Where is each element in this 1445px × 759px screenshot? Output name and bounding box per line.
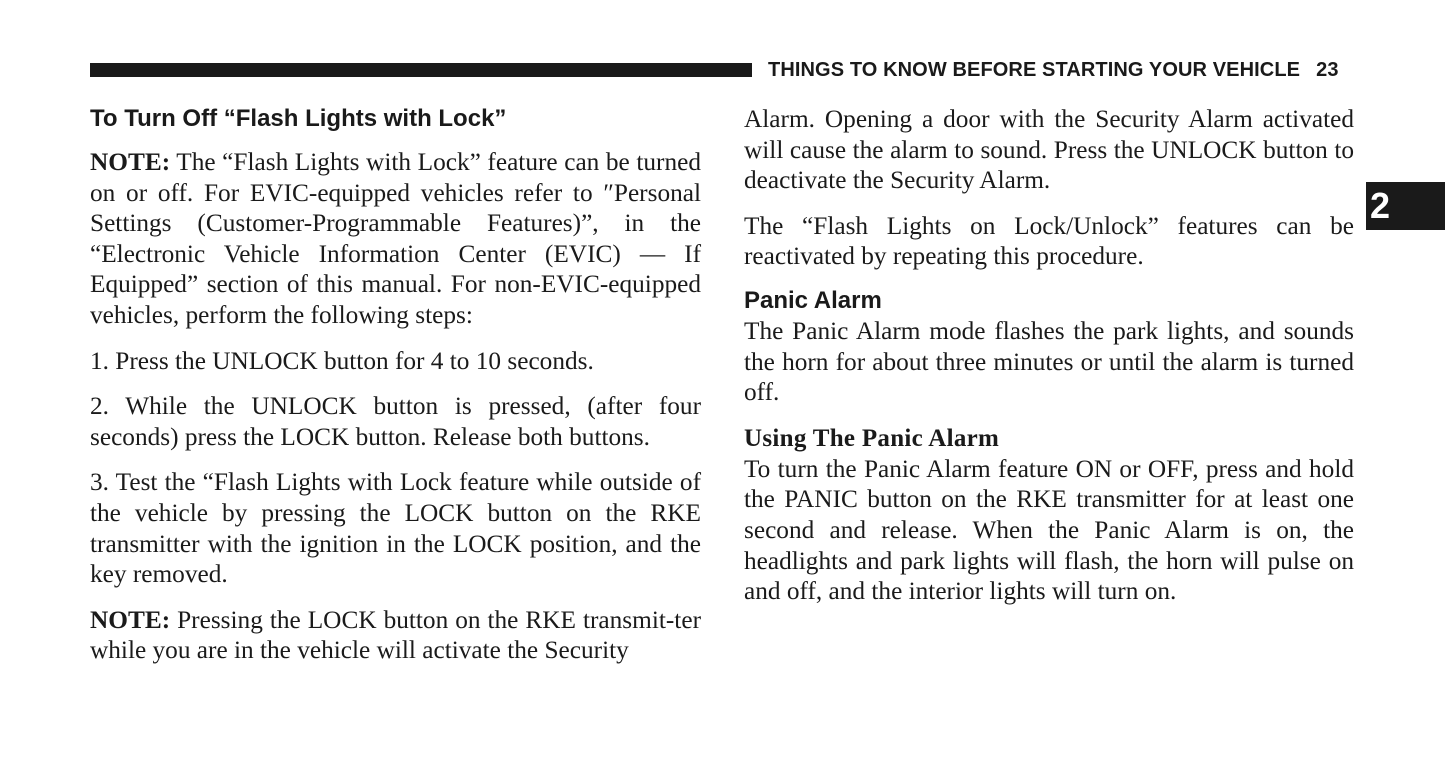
subheading-using-panic-alarm: Using The Panic Alarm (744, 424, 1000, 452)
note-text-2: Pressing the LOCK button on the RKE transmit-ter while you are in the vehicle will activate the Security (90, 605, 701, 665)
left-column (90, 104, 701, 666)
section-heading-flash-lights: To Turn Off “Flash Lights with Lock” (90, 105, 507, 132)
continued-paragraph: Alarm. Opening a door with the Security Alarm activated will cause the alarm to sound. Press the UNLOCK button to deactivate the Security Alarm. (744, 105, 1354, 195)
chapter-tab: 2 (1366, 182, 1445, 230)
page-number: 23 (1316, 59, 1339, 81)
note-paragraph (90, 147, 701, 331)
note-paragraph-2 (90, 605, 701, 666)
running-title: THINGS TO KNOW BEFORE STARTING YOUR VEHICLE (768, 59, 1301, 81)
note-text: The “Flash Lights with Lock” feature can be turned on or off. For EVIC-equipped vehicles refer to ″Personal Settings (Customer-Programmable Features)”, in the “Electronic Vehicle Information Center (EVIC) — If Equipped” section of this manual. For non-EVIC-equipped vehicles, perform the following steps: (90, 148, 701, 329)
reactivate-paragraph: The “Flash Lights on Lock/Unlock” features can be reactivated by repeating this procedure. (744, 211, 1354, 271)
step-1: 1. Press the UNLOCK button for 4 to 10 seconds. (90, 346, 594, 375)
step-2: 2. While the UNLOCK button is pressed, (after four seconds) press the LOCK button. Release both buttons. (90, 392, 701, 451)
running-header (768, 59, 1339, 82)
using-panic-paragraph: To turn the Panic Alarm feature ON or OFF, press and hold the PANIC button on the RKE transmitter for at least one second and release. When the Panic Alarm is on, the headlights and park lights will flash, the horn will pulse on and off, and the interior lights will turn on. (744, 454, 1354, 606)
note-label-2: NOTE: (90, 605, 171, 634)
header-rule (90, 63, 752, 77)
panic-paragraph: The Panic Alarm mode flashes the park lights, and sounds the horn for about three minutes or until the alarm is turned off. (744, 316, 1354, 407)
step-3: 3. Test the “Flash Lights with Lock feature while outside of the vehicle by pressing the LOCK button on the RKE transmitter with the ignition in the LOCK position, and the key removed. (90, 468, 701, 589)
right-column (744, 104, 1354, 607)
section-heading-panic-alarm: Panic Alarm (744, 286, 882, 314)
note-label: NOTE: (90, 148, 171, 176)
